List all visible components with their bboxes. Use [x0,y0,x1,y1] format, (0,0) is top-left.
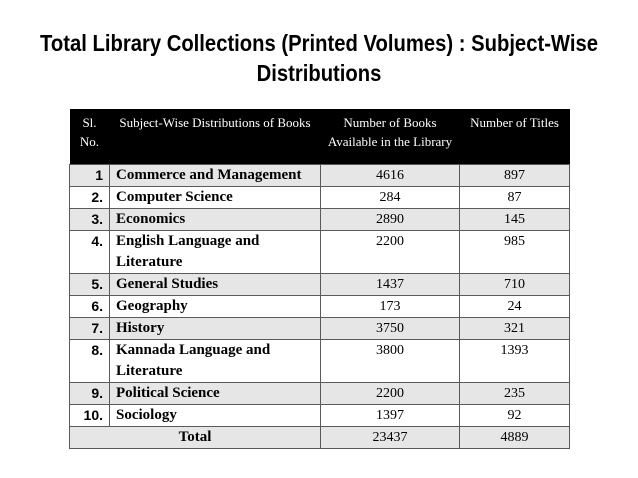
cell-books: 4616 [321,164,460,186]
cell-books: 284 [321,186,460,208]
cell-subject: Kannada Language and Literature [110,339,321,382]
table-row [70,295,570,317]
header-subject: Subject-Wise Distributions of Books [110,109,321,164]
table-row [70,164,570,186]
cell-subject: Economics [110,208,321,230]
cell-books: 2200 [321,382,460,404]
cell-books: 2200 [321,230,460,273]
cell-books: 2890 [321,208,460,230]
header-sl-no: Sl. No. [70,109,110,164]
collections-table [69,109,570,449]
table-header-row [70,109,570,164]
total-row [70,426,570,448]
cell-books: 3750 [321,317,460,339]
cell-subject: Commerce and Management [110,164,321,186]
cell-titles: 897 [460,164,570,186]
cell-subject: General Studies [110,273,321,295]
cell-sl-no: 1 [70,164,110,186]
cell-sl-no: 6. [70,295,110,317]
cell-subject: History [110,317,321,339]
cell-titles: 321 [460,317,570,339]
table-row [70,339,570,382]
cell-sl-no: 7. [70,317,110,339]
cell-books: 3800 [321,339,460,382]
table-row [70,382,570,404]
table-row [70,317,570,339]
cell-sl-no: 10. [70,404,110,426]
cell-titles: 235 [460,382,570,404]
cell-subject: Sociology [110,404,321,426]
header-number-of-titles: Number of Titles [460,109,570,164]
cell-sl-no: 3. [70,208,110,230]
cell-titles: 87 [460,186,570,208]
total-label: Total [70,426,321,448]
cell-sl-no: 4. [70,230,110,273]
table-row [70,186,570,208]
cell-sl-no: 5. [70,273,110,295]
header-number-of-books: Number of Books Available in the Library [321,109,460,164]
cell-titles: 985 [460,230,570,273]
table-row [70,404,570,426]
cell-subject: Computer Science [110,186,321,208]
cell-subject: English Language and Literature [110,230,321,273]
table-row [70,273,570,295]
total-books: 23437 [321,426,460,448]
cell-sl-no: 8. [70,339,110,382]
page-title: Total Library Collections (Printed Volumes) : Subject-Wise Distributions [39,30,599,86]
cell-subject: Geography [110,295,321,317]
cell-books: 1437 [321,273,460,295]
cell-books: 1397 [321,404,460,426]
cell-books: 173 [321,295,460,317]
cell-titles: 710 [460,273,570,295]
cell-sl-no: 2. [70,186,110,208]
cell-titles: 1393 [460,339,570,382]
total-titles: 4889 [460,426,570,448]
cell-titles: 24 [460,295,570,317]
cell-sl-no: 9. [70,382,110,404]
cell-subject: Political Science [110,382,321,404]
cell-titles: 92 [460,404,570,426]
table-row [70,208,570,230]
cell-titles: 145 [460,208,570,230]
table-row [70,230,570,273]
